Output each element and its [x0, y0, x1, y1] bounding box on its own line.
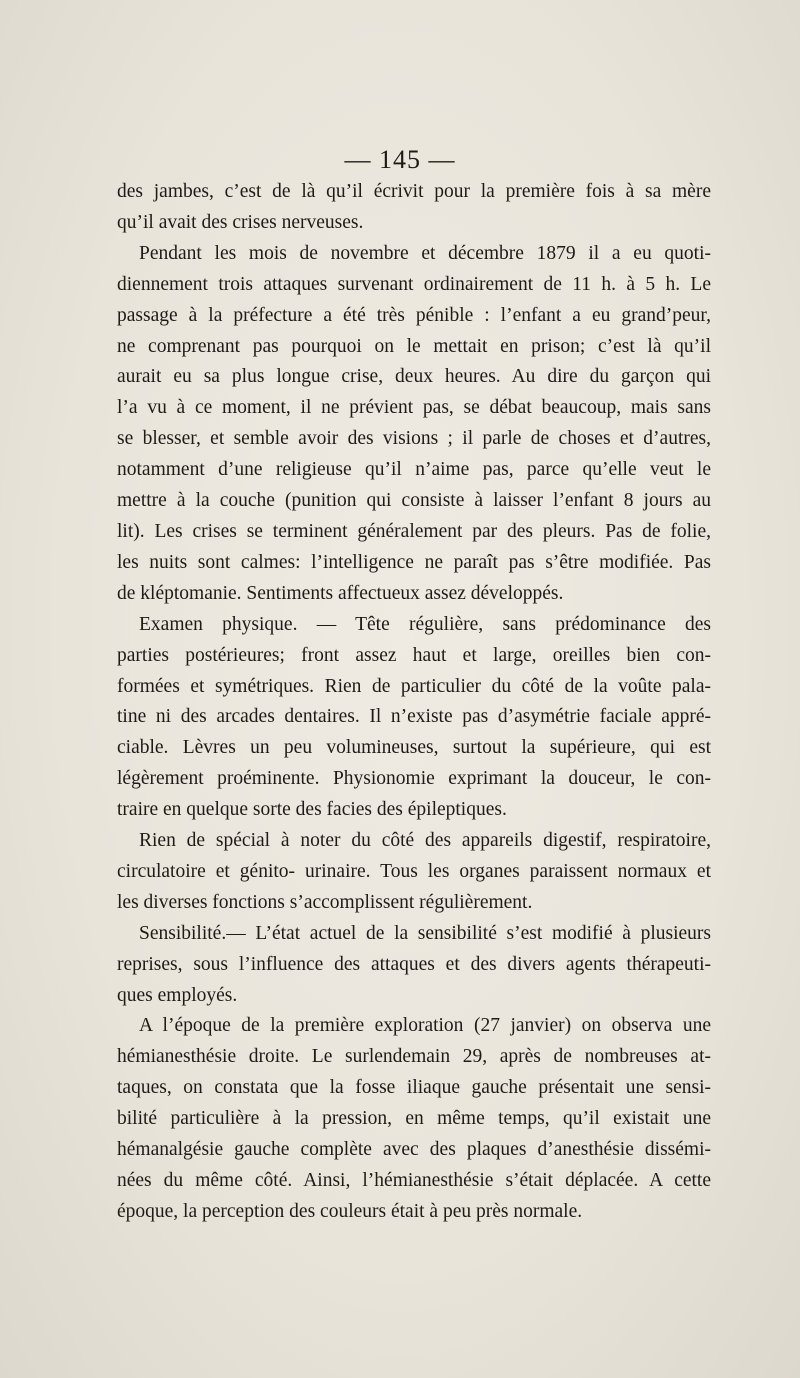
text-line: se blesser, et semble avoir des visions ; il parle de choses et d’autres, [117, 428, 711, 450]
text-line: ne comprenant pas pourquoi on le mettait en prison; c’est là qu’il [117, 335, 711, 357]
text-line: circulatoire et génito- urinaire. Tous les organes paraissent normaux et [117, 860, 711, 882]
text-line: l’a vu à ce moment, il ne prévient pas, se débat beaucoup, mais sans [117, 397, 711, 419]
text-line: diennement trois attaques survenant ordinairement de 11 h. à 5 h. Le [117, 273, 711, 295]
text-line: les nuits sont calmes: l’intelligence ne paraît pas s’être modifiée. Pas [117, 551, 711, 573]
text-line: Examen physique. — Tête régulière, sans prédominance des [139, 613, 711, 635]
text-line: Pendant les mois de novembre et décembre 1879 il a eu quoti- [139, 242, 711, 264]
text-line: aurait eu sa plus longue crise, deux heures. Au dire du garçon qui [117, 366, 711, 388]
text-line: traire en quelque sorte des facies des épileptiques. [117, 799, 507, 821]
page-number: — 145 — [344, 145, 456, 174]
text-line: taques, on constata que la fosse iliaque gauche présentait une sensi- [117, 1077, 711, 1099]
text-line: mettre à la couche (punition qui consiste à laisser l’enfant 8 jours au [117, 490, 711, 512]
text-line: des jambes, c’est de là qu’il écrivit pour la première fois à sa mère [117, 181, 711, 202]
text-line: ciable. Lèvres un peu volumineuses, surtout la supérieure, qui est [117, 737, 711, 759]
text-line: légèrement proéminente. Physionomie exprimant la douceur, le con- [117, 768, 711, 790]
text-line: ques employés. [117, 984, 238, 1006]
text-line: hémanalgésie gauche complète avec des plaques d’anesthésie dissémi- [117, 1139, 711, 1161]
text-line: Rien de spécial à noter du côté des appareils digestif, respiratoire, [139, 830, 711, 852]
text-line: formées et symétriques. Rien de particulier du côté de la voûte pala- [117, 675, 711, 697]
body-text [117, 177, 711, 1228]
text-line: de kléptomanie. Sentiments affectueux assez développés. [117, 582, 564, 604]
text-line: Sensibilité.— L’état actuel de la sensibilité s’est modifié à plusieurs [139, 922, 711, 944]
text-line: époque, la perception des couleurs était à peu près normale. [117, 1200, 583, 1222]
text-line: passage à la préfecture a été très pénible : l’enfant a eu grand’peur, [117, 304, 711, 326]
text-line: lit). Les crises se terminent généralement par des pleurs. Pas de folie, [117, 520, 711, 542]
text-line: hémianesthésie droite. Le surlendemain 29, après de nombreuses at- [117, 1046, 711, 1068]
text-line: bilité particulière à la pression, en même temps, qu’il existait une [117, 1108, 711, 1130]
text-line: notamment d’une religieuse qu’il n’aime pas, parce qu’elle veut le [117, 459, 711, 481]
text-line: tine ni des arcades dentaires. Il n’existe pas d’asymétrie faciale appré- [117, 706, 711, 728]
text-line: qu’il avait des crises nerveuses. [117, 211, 364, 233]
text-line: nées du même côté. Ainsi, l’hémianesthésie s’était déplacée. A cette [117, 1170, 711, 1191]
text-line: reprises, sous l’influence des attaques et des divers agents thérapeuti- [117, 953, 711, 975]
text-line: A l’époque de la première exploration (27 janvier) on observa une [139, 1015, 711, 1037]
text-line: les diverses fonctions s’accomplissent régulièrement. [117, 891, 533, 913]
text-line: parties postérieures; front assez haut et large, oreilles bien con- [117, 644, 711, 666]
